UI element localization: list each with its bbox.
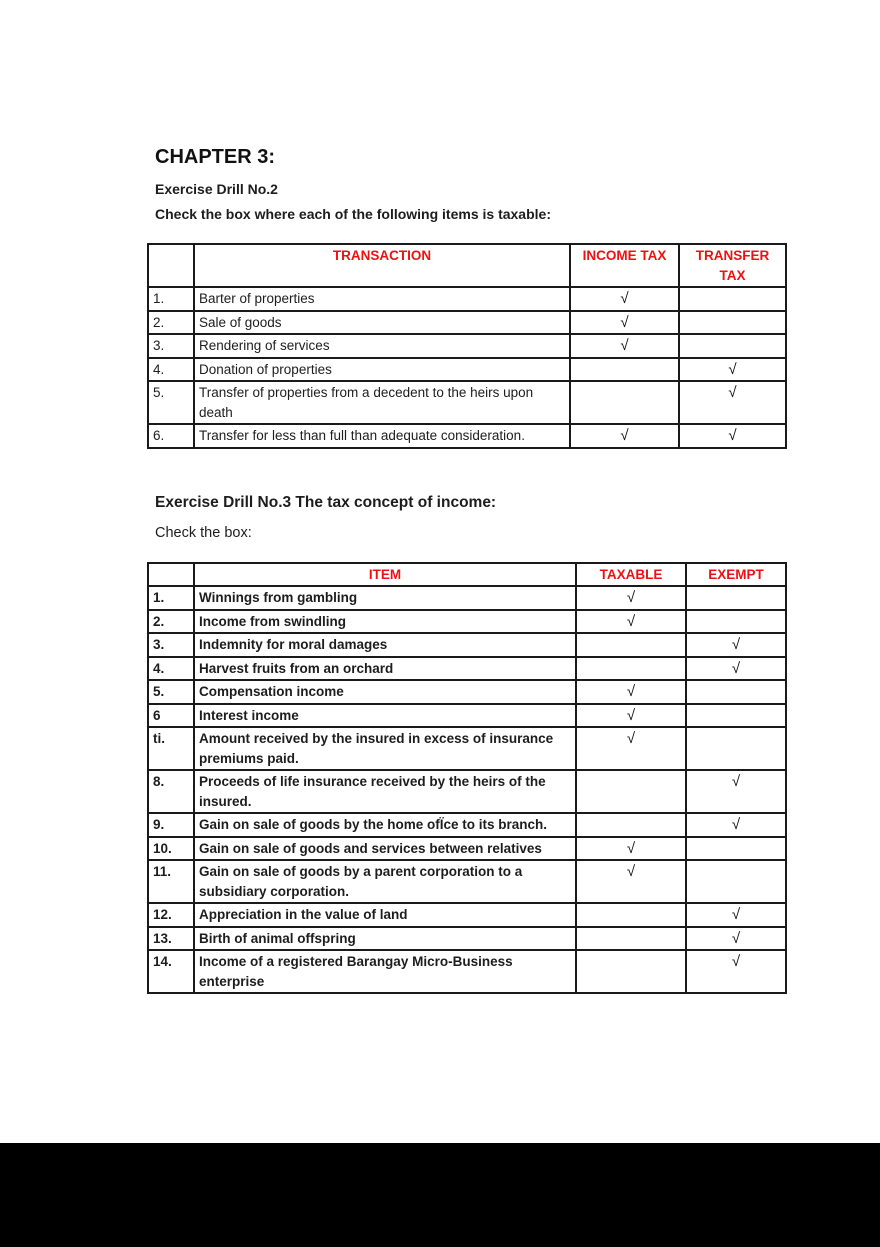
drill3-table <box>147 562 787 995</box>
row-text: Interest income <box>194 704 576 728</box>
checkmark-cell <box>679 311 786 335</box>
row-number: 6 <box>148 704 194 728</box>
table-row <box>148 860 786 903</box>
row-number: 3. <box>148 334 194 358</box>
header-cell: TRANSFER TAX <box>679 244 786 287</box>
row-text: Sale of goods <box>194 311 570 335</box>
checkmark-cell <box>686 633 786 657</box>
table-row <box>148 950 786 993</box>
table-row <box>148 903 786 927</box>
row-text: Compensation income <box>194 680 576 704</box>
row-text: Gain on sale of goods by the home ofÏce to its branch. <box>194 813 576 837</box>
table-row <box>148 704 786 728</box>
row-text: Harvest fruits from an orchard <box>194 657 576 681</box>
row-number: 2. <box>148 311 194 335</box>
checkmark-icon: √ <box>620 313 629 331</box>
row-number: 13. <box>148 927 194 951</box>
table-row <box>148 837 786 861</box>
drill2-instruction: Check the box where each of the following items is taxable: <box>155 206 551 222</box>
checkmark-cell <box>576 657 686 681</box>
row-number: 11. <box>148 860 194 903</box>
checkmark-icon: √ <box>731 816 741 833</box>
header-cell-blank <box>148 563 194 587</box>
checkmark-cell <box>679 287 786 311</box>
checkmark-cell <box>570 334 679 358</box>
chapter-title: CHAPTER 3: <box>155 146 276 168</box>
header-row <box>148 244 786 287</box>
row-text: Income of a registered Barangay Micro-Business enterprise <box>194 950 576 993</box>
checkmark-cell <box>576 633 686 657</box>
header-cell: ITEM <box>194 563 576 587</box>
row-text: Income from swindling <box>194 610 576 634</box>
checkmark-cell <box>686 837 786 861</box>
row-text: Indemnity for moral damages <box>194 633 576 657</box>
checkmark-cell <box>576 770 686 813</box>
row-text: Amount received by the insured in excess of insurance premiums paid. <box>194 727 576 770</box>
checkmark-cell <box>686 610 786 634</box>
table-row <box>148 657 786 681</box>
row-number: 10. <box>148 837 194 861</box>
drill2-table <box>147 243 787 449</box>
row-text: Barter of properties <box>194 287 570 311</box>
checkmark-icon: √ <box>731 953 741 970</box>
checkmark-cell <box>576 903 686 927</box>
checkmark-icon: √ <box>728 360 737 378</box>
checkmark-cell <box>686 586 786 610</box>
row-text: Rendering of services <box>194 334 570 358</box>
table-row <box>148 287 786 311</box>
drill3-instruction: Check the box: <box>155 524 252 541</box>
checkmark-icon: √ <box>626 706 636 724</box>
row-number: 4. <box>148 358 194 382</box>
table-row <box>148 358 786 382</box>
checkmark-icon: √ <box>731 636 741 653</box>
header-cell: INCOME TAX <box>570 244 679 287</box>
table-row <box>148 424 786 448</box>
checkmark-cell <box>576 927 686 951</box>
row-text: Proceeds of life insurance received by the heirs of the insured. <box>194 770 576 813</box>
header-cell: TAXABLE <box>576 563 686 587</box>
checkmark-cell <box>686 680 786 704</box>
checkmark-icon: √ <box>731 906 741 923</box>
checkmark-cell <box>576 610 686 634</box>
row-number: 4. <box>148 657 194 681</box>
row-number: 1. <box>148 287 194 311</box>
row-number: 5. <box>148 381 194 424</box>
table-row <box>148 680 786 704</box>
row-text: Winnings from gambling <box>194 586 576 610</box>
checkmark-cell <box>570 311 679 335</box>
checkmark-cell <box>570 424 679 448</box>
checkmark-cell <box>576 586 686 610</box>
checkmark-cell <box>576 704 686 728</box>
table-row <box>148 927 786 951</box>
checkmark-icon: √ <box>626 683 636 700</box>
checkmark-icon: √ <box>620 290 629 307</box>
checkmark-icon: √ <box>731 659 741 677</box>
row-text: Transfer of properties from a decedent to the heirs upon death <box>194 381 570 424</box>
table-row <box>148 311 786 335</box>
drill2-title: Exercise Drill No.2 <box>155 181 278 197</box>
checkmark-icon: √ <box>626 589 636 606</box>
checkmark-cell <box>679 358 786 382</box>
row-number: 2. <box>148 610 194 634</box>
checkmark-cell <box>576 813 686 837</box>
checkmark-icon: √ <box>626 839 636 857</box>
checkmark-cell <box>576 837 686 861</box>
header-cell-blank <box>148 244 194 287</box>
row-number: 14. <box>148 950 194 993</box>
checkmark-icon: √ <box>728 384 737 401</box>
checkmark-cell <box>570 381 679 424</box>
checkmark-cell <box>576 950 686 993</box>
checkmark-cell <box>686 704 786 728</box>
checkmark-icon: √ <box>626 730 636 747</box>
header-cell: EXEMPT <box>686 563 786 587</box>
table-row <box>148 813 786 837</box>
row-number: ti. <box>148 727 194 770</box>
bottom-black-bar <box>0 1143 880 1247</box>
checkmark-cell <box>686 903 786 927</box>
checkmark-cell <box>570 358 679 382</box>
row-text: Birth of animal offspring <box>194 927 576 951</box>
checkmark-cell <box>686 770 786 813</box>
checkmark-icon: √ <box>626 863 636 880</box>
table-row <box>148 727 786 770</box>
row-text: Transfer for less than full than adequate consideration. <box>194 424 570 448</box>
checkmark-cell <box>679 381 786 424</box>
checkmark-icon: √ <box>731 773 741 790</box>
header-cell: TRANSACTION <box>194 244 570 287</box>
table-row <box>148 633 786 657</box>
checkmark-cell <box>679 424 786 448</box>
checkmark-cell <box>679 334 786 358</box>
row-number: 6. <box>148 424 194 448</box>
row-text: Gain on sale of goods by a parent corporation to a subsidiary corporation. <box>194 860 576 903</box>
checkmark-icon: √ <box>728 427 737 444</box>
row-number: 3. <box>148 633 194 657</box>
checkmark-icon: √ <box>731 929 741 947</box>
checkmark-cell <box>686 950 786 993</box>
checkmark-cell <box>686 860 786 903</box>
row-number: 5. <box>148 680 194 704</box>
row-number: 9. <box>148 813 194 837</box>
checkmark-icon: √ <box>620 337 629 354</box>
checkmark-cell <box>570 287 679 311</box>
table-row <box>148 770 786 813</box>
checkmark-cell <box>686 813 786 837</box>
checkmark-cell <box>576 680 686 704</box>
row-text: Appreciation in the value of land <box>194 903 576 927</box>
row-number: 8. <box>148 770 194 813</box>
header-row <box>148 563 786 587</box>
drill3-title: Exercise Drill No.3 The tax concept of income: <box>155 493 497 511</box>
row-number: 12. <box>148 903 194 927</box>
table-row <box>148 586 786 610</box>
row-text: Gain on sale of goods and services between relatives <box>194 837 576 861</box>
table-row <box>148 610 786 634</box>
checkmark-cell <box>686 927 786 951</box>
checkmark-icon: √ <box>626 612 636 630</box>
row-number: 1. <box>148 586 194 610</box>
checkmark-cell <box>576 727 686 770</box>
row-text: Donation of properties <box>194 358 570 382</box>
table-row <box>148 381 786 424</box>
checkmark-cell <box>576 860 686 903</box>
checkmark-icon: √ <box>620 427 629 444</box>
checkmark-cell <box>686 727 786 770</box>
checkmark-cell <box>686 657 786 681</box>
table-row <box>148 334 786 358</box>
